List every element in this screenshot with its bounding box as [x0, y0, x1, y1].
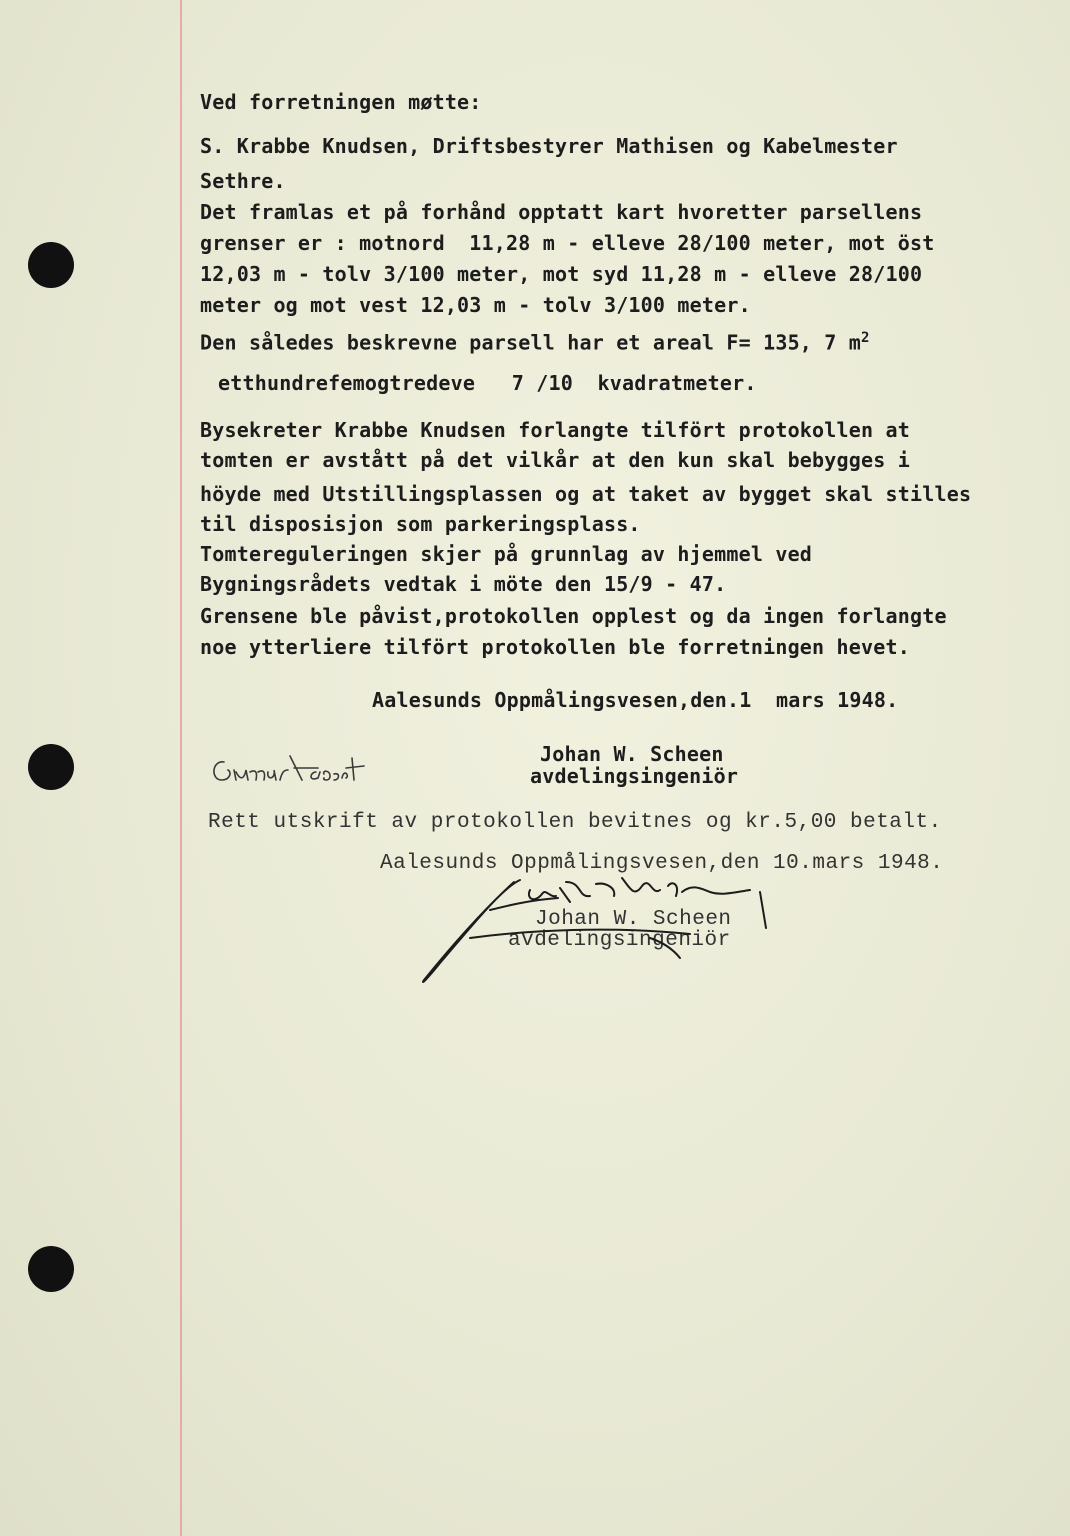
punch-hole-icon — [28, 744, 74, 790]
area-text: Den således beskrevne parsell har et areal F= 135, 7 m — [200, 330, 862, 355]
text-line: etthundrefemogtredeve 7 /10 kvadratmeter. — [218, 371, 757, 395]
text-line: Tomtereguleringen skjer på grunnlag av hjemmel ved — [200, 542, 813, 566]
signer-title-1: avdelingsingeniör — [530, 764, 739, 788]
margin-rule — [180, 0, 182, 1536]
text-line: Bygningsrådets vedtak i möte den 15/9 - 47. — [200, 572, 727, 596]
text-line: höyde med Utstillingsplassen og at taket av bygget skal stilles — [200, 482, 972, 506]
text-line: Det framlas et på forhånd opptatt kart hvoretter parsellens — [200, 200, 923, 224]
signer-name-1: Johan W. Scheen — [540, 742, 724, 766]
text-line: S. Krabbe Knudsen, Driftsbestyrer Mathisen og Kabelmester — [200, 134, 898, 158]
text-line: noe ytterliere tilfört protokollen ble forretningen hevet. — [200, 635, 910, 659]
text-line: 12,03 m - tolv 3/100 meter, mot syd 11,28 m - elleve 28/100 — [200, 262, 923, 286]
handwritten-signature-right — [410, 868, 790, 993]
text-line: grenser er : motnord 11,28 m - elleve 28/100 meter, mot öst — [200, 231, 935, 255]
area-superscript: 2 — [861, 330, 870, 346]
punch-hole-icon — [28, 242, 74, 288]
handwritten-signature-left — [206, 750, 406, 790]
certification: Rett utskrift av protokollen bevitnes og kr.5,00 betalt. — [208, 811, 942, 834]
text-line: Grensene ble påvist,protokollen opplest og da ingen forlangte — [200, 604, 947, 628]
text-line: meter og mot vest 12,03 m - tolv 3/100 meter. — [200, 293, 751, 317]
place-date-2: Aalesunds Oppmålingsvesen,den 10.mars 1948. — [380, 852, 944, 875]
signer-title-2: avdelingsingeniör — [508, 929, 731, 952]
signer-name-2: Johan W. Scheen — [535, 908, 732, 931]
text-line: Bysekreter Krabbe Knudsen forlangte tilfört protokollen at — [200, 418, 910, 442]
text-line: Sethre. — [200, 169, 286, 193]
punch-hole-icon — [28, 1246, 74, 1292]
text-line: tomten er avstått på det vilkår at den kun skal bebygges i — [200, 448, 910, 472]
place-date-1: Aalesunds Oppmålingsvesen,den.1 mars 1948. — [372, 688, 899, 712]
area-line — [200, 330, 870, 355]
heading: Ved forretningen møtte: — [200, 90, 482, 114]
text-line: til disposisjon som parkeringsplass. — [200, 512, 641, 536]
